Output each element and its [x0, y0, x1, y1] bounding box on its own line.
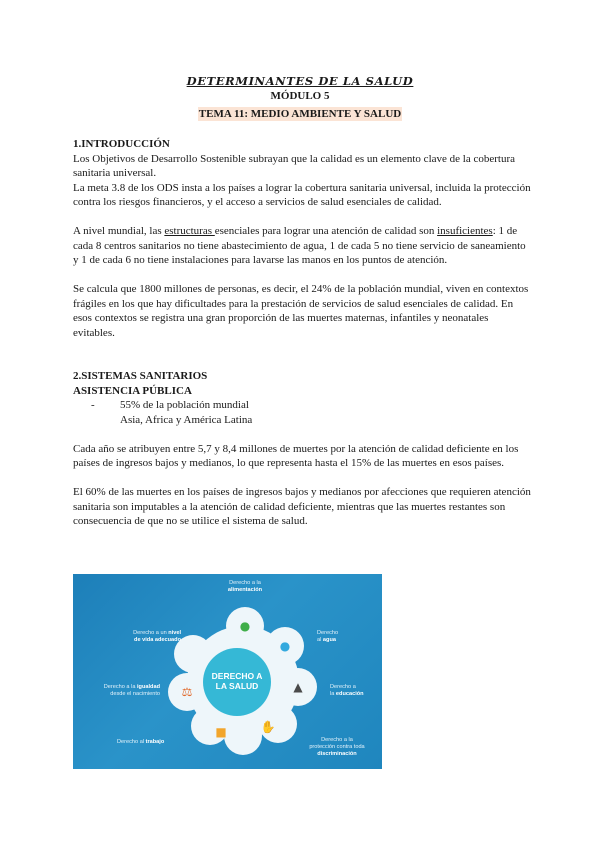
- section-heading-introduccion: 1.INTRODUCCIÓN: [73, 138, 170, 150]
- hand-icon: ✋: [260, 720, 276, 734]
- label-educacion: Derecho a la educación: [330, 684, 364, 697]
- briefcase-icon: ■: [215, 725, 227, 739]
- center-title: DERECHO A LA SALUD: [211, 671, 263, 691]
- underlined-text: estructuras: [164, 225, 215, 237]
- graduation-cap-icon: ▲: [293, 680, 303, 694]
- paragraph: Se calcula que 1800 millones de personas, es decir, el 24% de la población mundial, viven en contextos frágiles en los que hay dificultades para la prestación de servicios de salud esenciales de calidad. En esos contextos se registra una gran proporción de las muertes maternas, infantiles y neonatales evitables.: [73, 283, 529, 339]
- apple-icon: ●: [239, 619, 251, 633]
- label-trabajo: Derecho al trabajo: [117, 739, 165, 745]
- label-igualdad: Derecho a la igualdad desde el nacimiento: [103, 684, 160, 697]
- document-title: DETERMINANTES DE LA SALUD: [186, 74, 414, 88]
- paragraph: A nivel mundial, las estructuras esenciales para lograr una atención de calidad son insuficientes: 1 de cada 8 centros sanitarios no tiene abastecimiento de agua, 1 de cada 5 no tiene servicio de saneamiento y 1 de cada 6 no tiene instalaciones para lavarse las manos en los puntos de atención.: [73, 225, 526, 266]
- label-agua: Derecho al agua: [317, 630, 339, 643]
- paragraph: Los Objetivos de Desarrollo Sostenible subrayan que la calidad es un elemento clave de la cobertura sanitaria universal.: [73, 152, 515, 179]
- paragraph: Cada año se atribuyen entre 5,7 y 8,4 millones de muertes por la atención de calidad deficiente en los países de ingresos bajos y medianos, lo que representa hasta el 15% de las muertes en esos países.: [73, 442, 519, 469]
- document-header: [0, 74, 600, 122]
- paragraph: La meta 3.8 de los ODS insta a los países a lograr la cobertura sanitaria universal, incluida la protección contra los riesgos financieros, y el acceso a servicios de salud esenciales de calidad.: [73, 181, 531, 208]
- section-heading-sistemas: 2.SISTEMAS SANITARIOS: [73, 370, 208, 382]
- paragraph: El 60% de las muertes en los países de ingresos bajos y medianos por afecciones que requieren atención sanitaria son imputables a la atención de calidad deficiente, mientras que las muertes restantes son consecuencia de que no se utilice el sistema de salud.: [73, 486, 531, 527]
- topic-label: TEMA 11: MEDIO AMBIENTE Y SALUD: [198, 108, 402, 120]
- bullet-dash: -: [91, 399, 95, 411]
- label-alimentacion: Derecho a la alimentación: [227, 580, 263, 593]
- derecho-a-la-salud-infographic: [73, 574, 382, 769]
- module-label: MÓDULO 5: [270, 90, 330, 102]
- document-body: [73, 137, 531, 529]
- water-drop-icon: ●: [279, 639, 291, 653]
- label-nivel-de-vida: Derecho a un nivel de vida adecuado: [133, 630, 181, 643]
- list-item: - 55% de la población mundial Asia, Africa y América Latina: [91, 399, 253, 426]
- underlined-text: insuficientes: [437, 225, 493, 237]
- scales-icon: ⚖: [181, 685, 193, 699]
- subheading-asistencia: ASISTENCIA PÚBLICA: [73, 384, 192, 397]
- label-discriminacion: Derecho a la protección contra toda discriminación: [309, 737, 365, 757]
